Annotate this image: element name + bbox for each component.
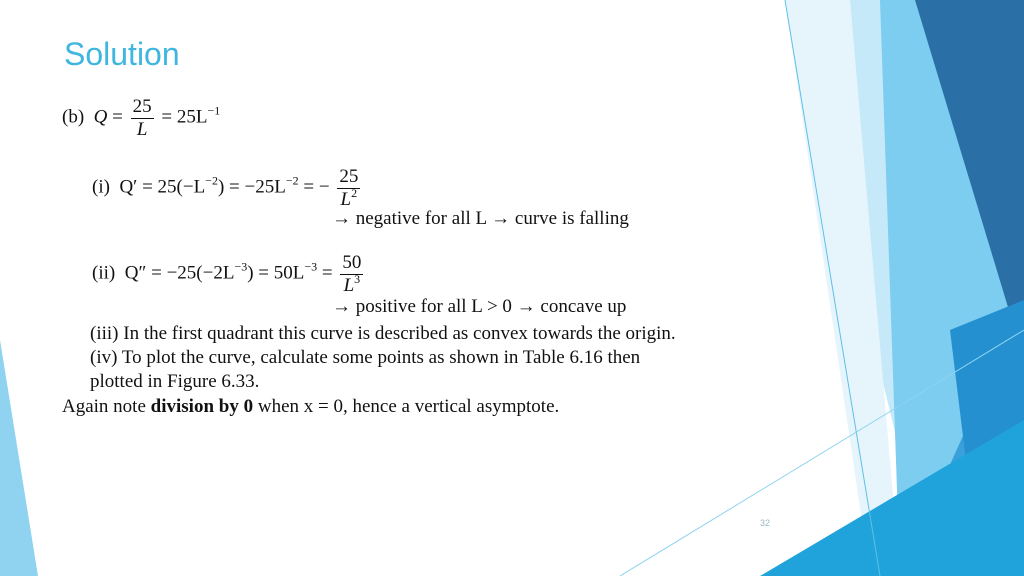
part-i-label: (i) (92, 176, 110, 198)
part-ii-expr-b: ) = 50L (247, 262, 305, 284)
part-i-expr-b: ) = −25L (217, 176, 286, 198)
asymptote-note (62, 395, 559, 419)
part-i-exp-b: −2 (285, 173, 299, 188)
part-b-denominator: L (136, 118, 148, 140)
part-i-conclusion: → negative for all L → curve is falling (332, 208, 629, 229)
part-i-exp-a: −2 (205, 173, 218, 188)
part-ii-equation (92, 252, 366, 297)
slide-title: Solution (64, 36, 180, 72)
part-i-expr-a: Q′ = 25(−L (119, 176, 206, 198)
part-ii-expr-c: = (321, 262, 333, 284)
left-accent-shape (0, 340, 38, 576)
note-prefix: Again note (62, 396, 151, 417)
part-i-numerator: 25 (339, 166, 359, 187)
part-i-expr-c: = − (303, 176, 330, 198)
part-b-exponent: −1 (207, 103, 221, 118)
part-ii-exp-b: −3 (304, 259, 318, 274)
part-b-eq: = (112, 106, 123, 128)
part-ii-exp-a: −3 (234, 259, 248, 274)
bottom-blue-shape (760, 420, 1024, 576)
part-b-numerator: 25 (132, 96, 152, 117)
part-i-fraction (337, 166, 360, 211)
part-b-lhs: Q (93, 106, 108, 128)
part-ii-denominator: $L^3$ (343, 271, 361, 296)
part-ii-numerator: 50 (342, 252, 362, 273)
part-b-label: (b) (62, 106, 85, 128)
part-iii-text: (iii) In the first quadrant this curve is described as convex towards the origin. (90, 323, 676, 344)
part-ii-label: (ii) (92, 262, 116, 284)
part-iv-line2: plotted in Figure 6.33. (90, 371, 260, 392)
part-b-equation (62, 96, 220, 141)
part-b-fraction (131, 96, 154, 141)
page-number: 32 (760, 518, 771, 528)
part-ii-expr-a: Q″ = −25(−2L (124, 262, 235, 284)
part-i-denominator: $L^2$ (340, 185, 358, 210)
part-ii-conclusion: → positive for all L > 0 → concave up (332, 296, 627, 317)
part-iv-line1: (iv) To plot the curve, calculate some points as shown in Table 6.16 then (90, 347, 641, 368)
note-bold: division by 0 (150, 396, 254, 417)
note-suffix: when x = 0, hence a vertical asymptote. (253, 396, 560, 417)
part-ii-fraction (340, 252, 363, 297)
part-b-rhs: = 25L (161, 106, 208, 128)
part-i-equation (92, 166, 363, 211)
